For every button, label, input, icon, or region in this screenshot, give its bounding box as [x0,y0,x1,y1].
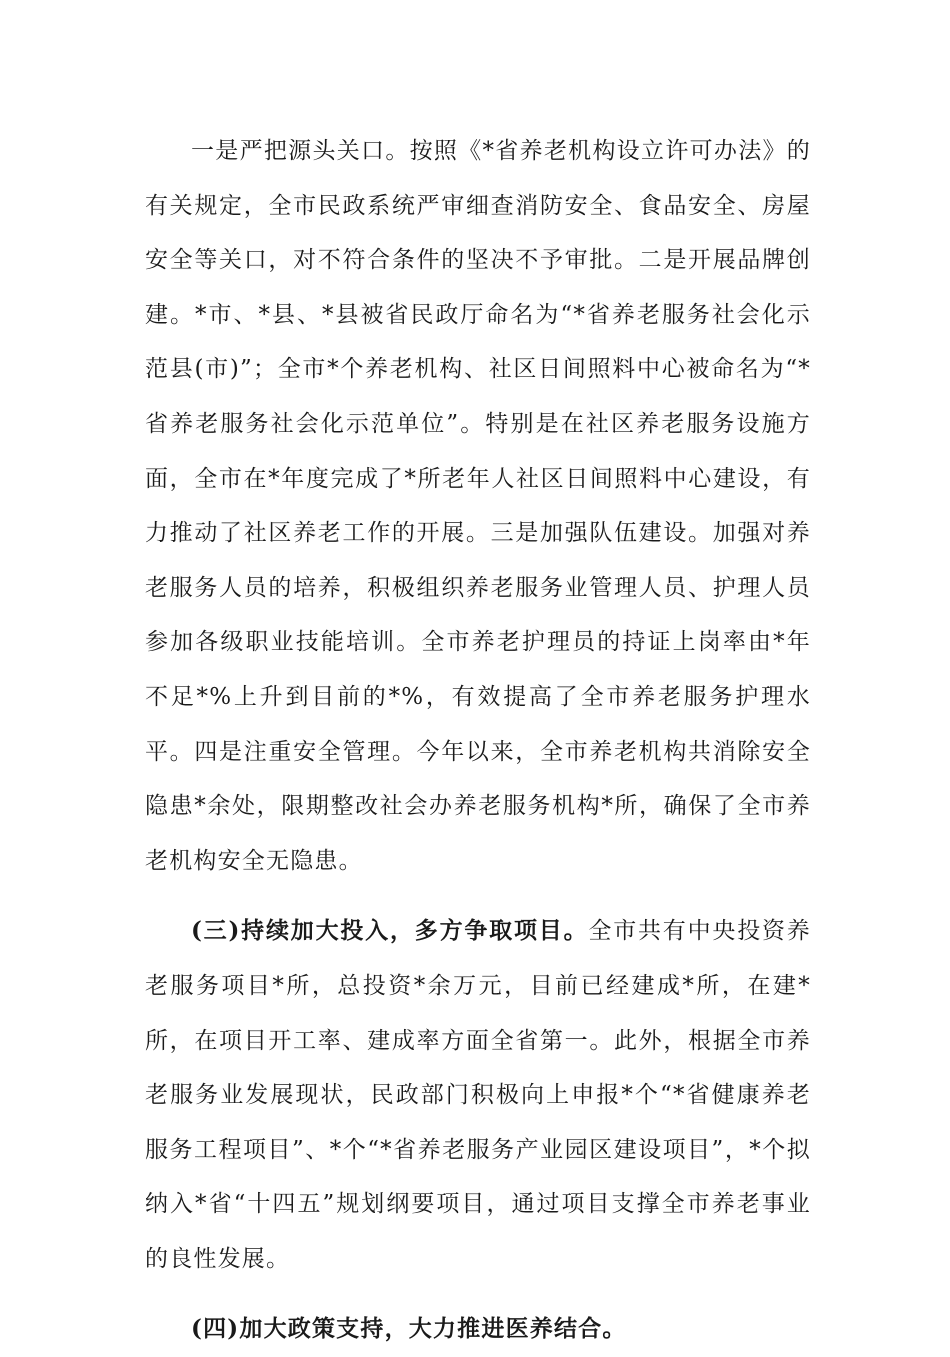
document-body [145,124,811,1357]
paragraph-quality-measures [145,124,811,888]
section-heading-text: (四)加大政策支持，大力推进医养结合。 [191,1315,627,1343]
paragraph-text: 一是严把源头关口。按照《*省养老机构设立许可办法》的有关规定，全市民政系统严审细查消防安全、食品安全、房屋安全等关口，对不符合条件的坚决不予审批。二是开展品牌创建。*市、*县、*县被省民政厅命名为“*省养老服务社会化示范县(市)”；全市*个养老机构、社区日间照料中心被命名为“*省养老服务社会化示范单位”。特别是在社区养老服务设施方面，全市在*年度完成了*所老年人社区日间照料中心建设，有力推动了社区养老工作的开展。三是加强队伍建设。加强对养老服务人员的培养，积极组织养老服务业管理人员、护理人员参加各级职业技能培训。全市养老护理员的持证上岗率由*年不足*%上升到目前的*%，有效提高了全市养老服务护理水平。四是注重安全管理。今年以来，全市养老机构共消除安全隐患*余处，限期整改社会办养老服务机构*所，确保了全市养老机构安全无隐患。 [145,138,811,874]
paragraph-investment-projects [145,904,811,1286]
section-heading-medical-care [145,1302,811,1357]
paragraph-text: 全市共有中央投资养老服务项目*所，总投资*余万元，目前已经建成*所，在建*所，在项目开工率、建成率方面全省第一。此外，根据全市养老服务业发展现状，民政部门积极向上申报*个“*省健康养老服务工程项目”、*个“*省养老服务产业园区建设项目”，*个拟纳入*省“十四五”规划纲要项目，通过项目支撑全市养老事业的良性发展。 [145,918,811,1272]
section-heading-investment: (三)持续加大投入，多方争取项目。 [191,917,589,945]
